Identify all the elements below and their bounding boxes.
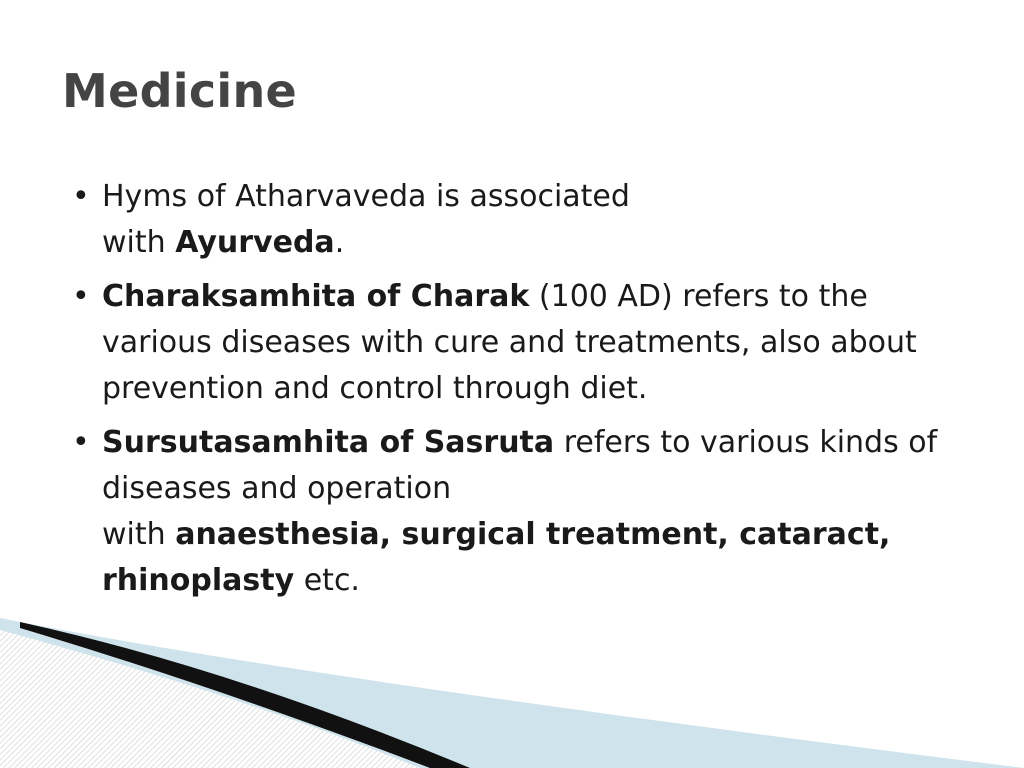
bullet-item — [72, 174, 972, 266]
bullet-item — [72, 274, 972, 412]
bullet-dot-icon: • — [72, 279, 90, 314]
bullet-emphasis: Charaksamhita of Charak — [102, 279, 530, 314]
bullet-text: with — [102, 517, 166, 552]
slide-title: Medicine — [62, 64, 298, 118]
bullet-item — [72, 420, 972, 604]
bullet-dot-icon: • — [72, 179, 90, 214]
bullet-text: (100 AD) refers to the various diseases with cure and treatments, also about prevention and control through diet. — [102, 279, 917, 406]
bullet-list — [72, 174, 972, 612]
decorative-swoosh — [0, 618, 1024, 768]
bullet-emphasis: Ayurveda — [175, 225, 335, 260]
bullet-emphasis: anaesthesia, surgical treatment, cataract, rhinoplasty — [102, 517, 891, 598]
bullet-text: with — [102, 225, 166, 260]
bullet-text: . — [334, 225, 345, 260]
bullet-text: refers to various kinds of diseases and operation — [102, 425, 938, 506]
bullet-dot-icon: • — [72, 425, 90, 460]
bullet-text: Hyms of Atharvaveda is associated — [102, 179, 630, 214]
bullet-emphasis: Sursutasamhita of Sasruta — [102, 425, 555, 460]
bullet-text: etc. — [303, 563, 360, 598]
